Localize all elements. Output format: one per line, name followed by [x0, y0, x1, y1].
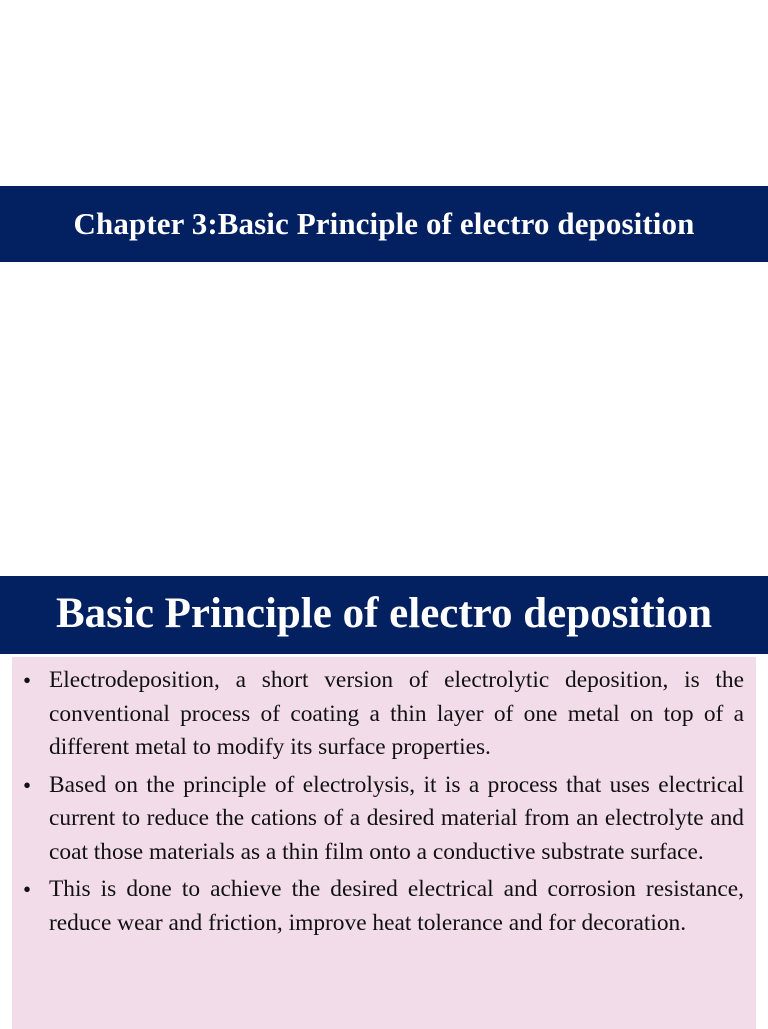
- bullet-text: This is done to achieve the desired electrical and corrosion resistance, reduce wear and friction, improve heat tolerance and for decoration.: [49, 876, 744, 936]
- bullet-item: [20, 873, 744, 940]
- bullet-dot-icon: •: [23, 668, 32, 693]
- bullet-text: Based on the principle of electrolysis, it is a process that uses electrical current to reduce the cations of a desired material from an electrolyte and coat those materials as a thin film onto a conductive substrate surface.: [49, 771, 744, 865]
- slide-title-banner: [0, 576, 768, 654]
- bullet-dot-icon: •: [23, 877, 32, 902]
- slide-title: Basic Principle of electro deposition: [55, 589, 713, 637]
- bullet-dot-icon: •: [23, 772, 32, 798]
- content-box: [12, 657, 756, 1029]
- chapter-title-banner: [0, 186, 768, 262]
- chapter-title: Chapter 3:Basic Principle of electro deposition: [73, 206, 695, 241]
- bullet-list: [20, 664, 744, 940]
- bullet-item: [20, 664, 744, 765]
- content-slide: [0, 576, 768, 1024]
- bullet-text: Electrodeposition, a short version of electrolytic deposition, is the conventional process of coating a thin layer of one metal on top of a different metal to modify its surface properties.: [49, 667, 744, 760]
- bullet-item: [20, 769, 744, 870]
